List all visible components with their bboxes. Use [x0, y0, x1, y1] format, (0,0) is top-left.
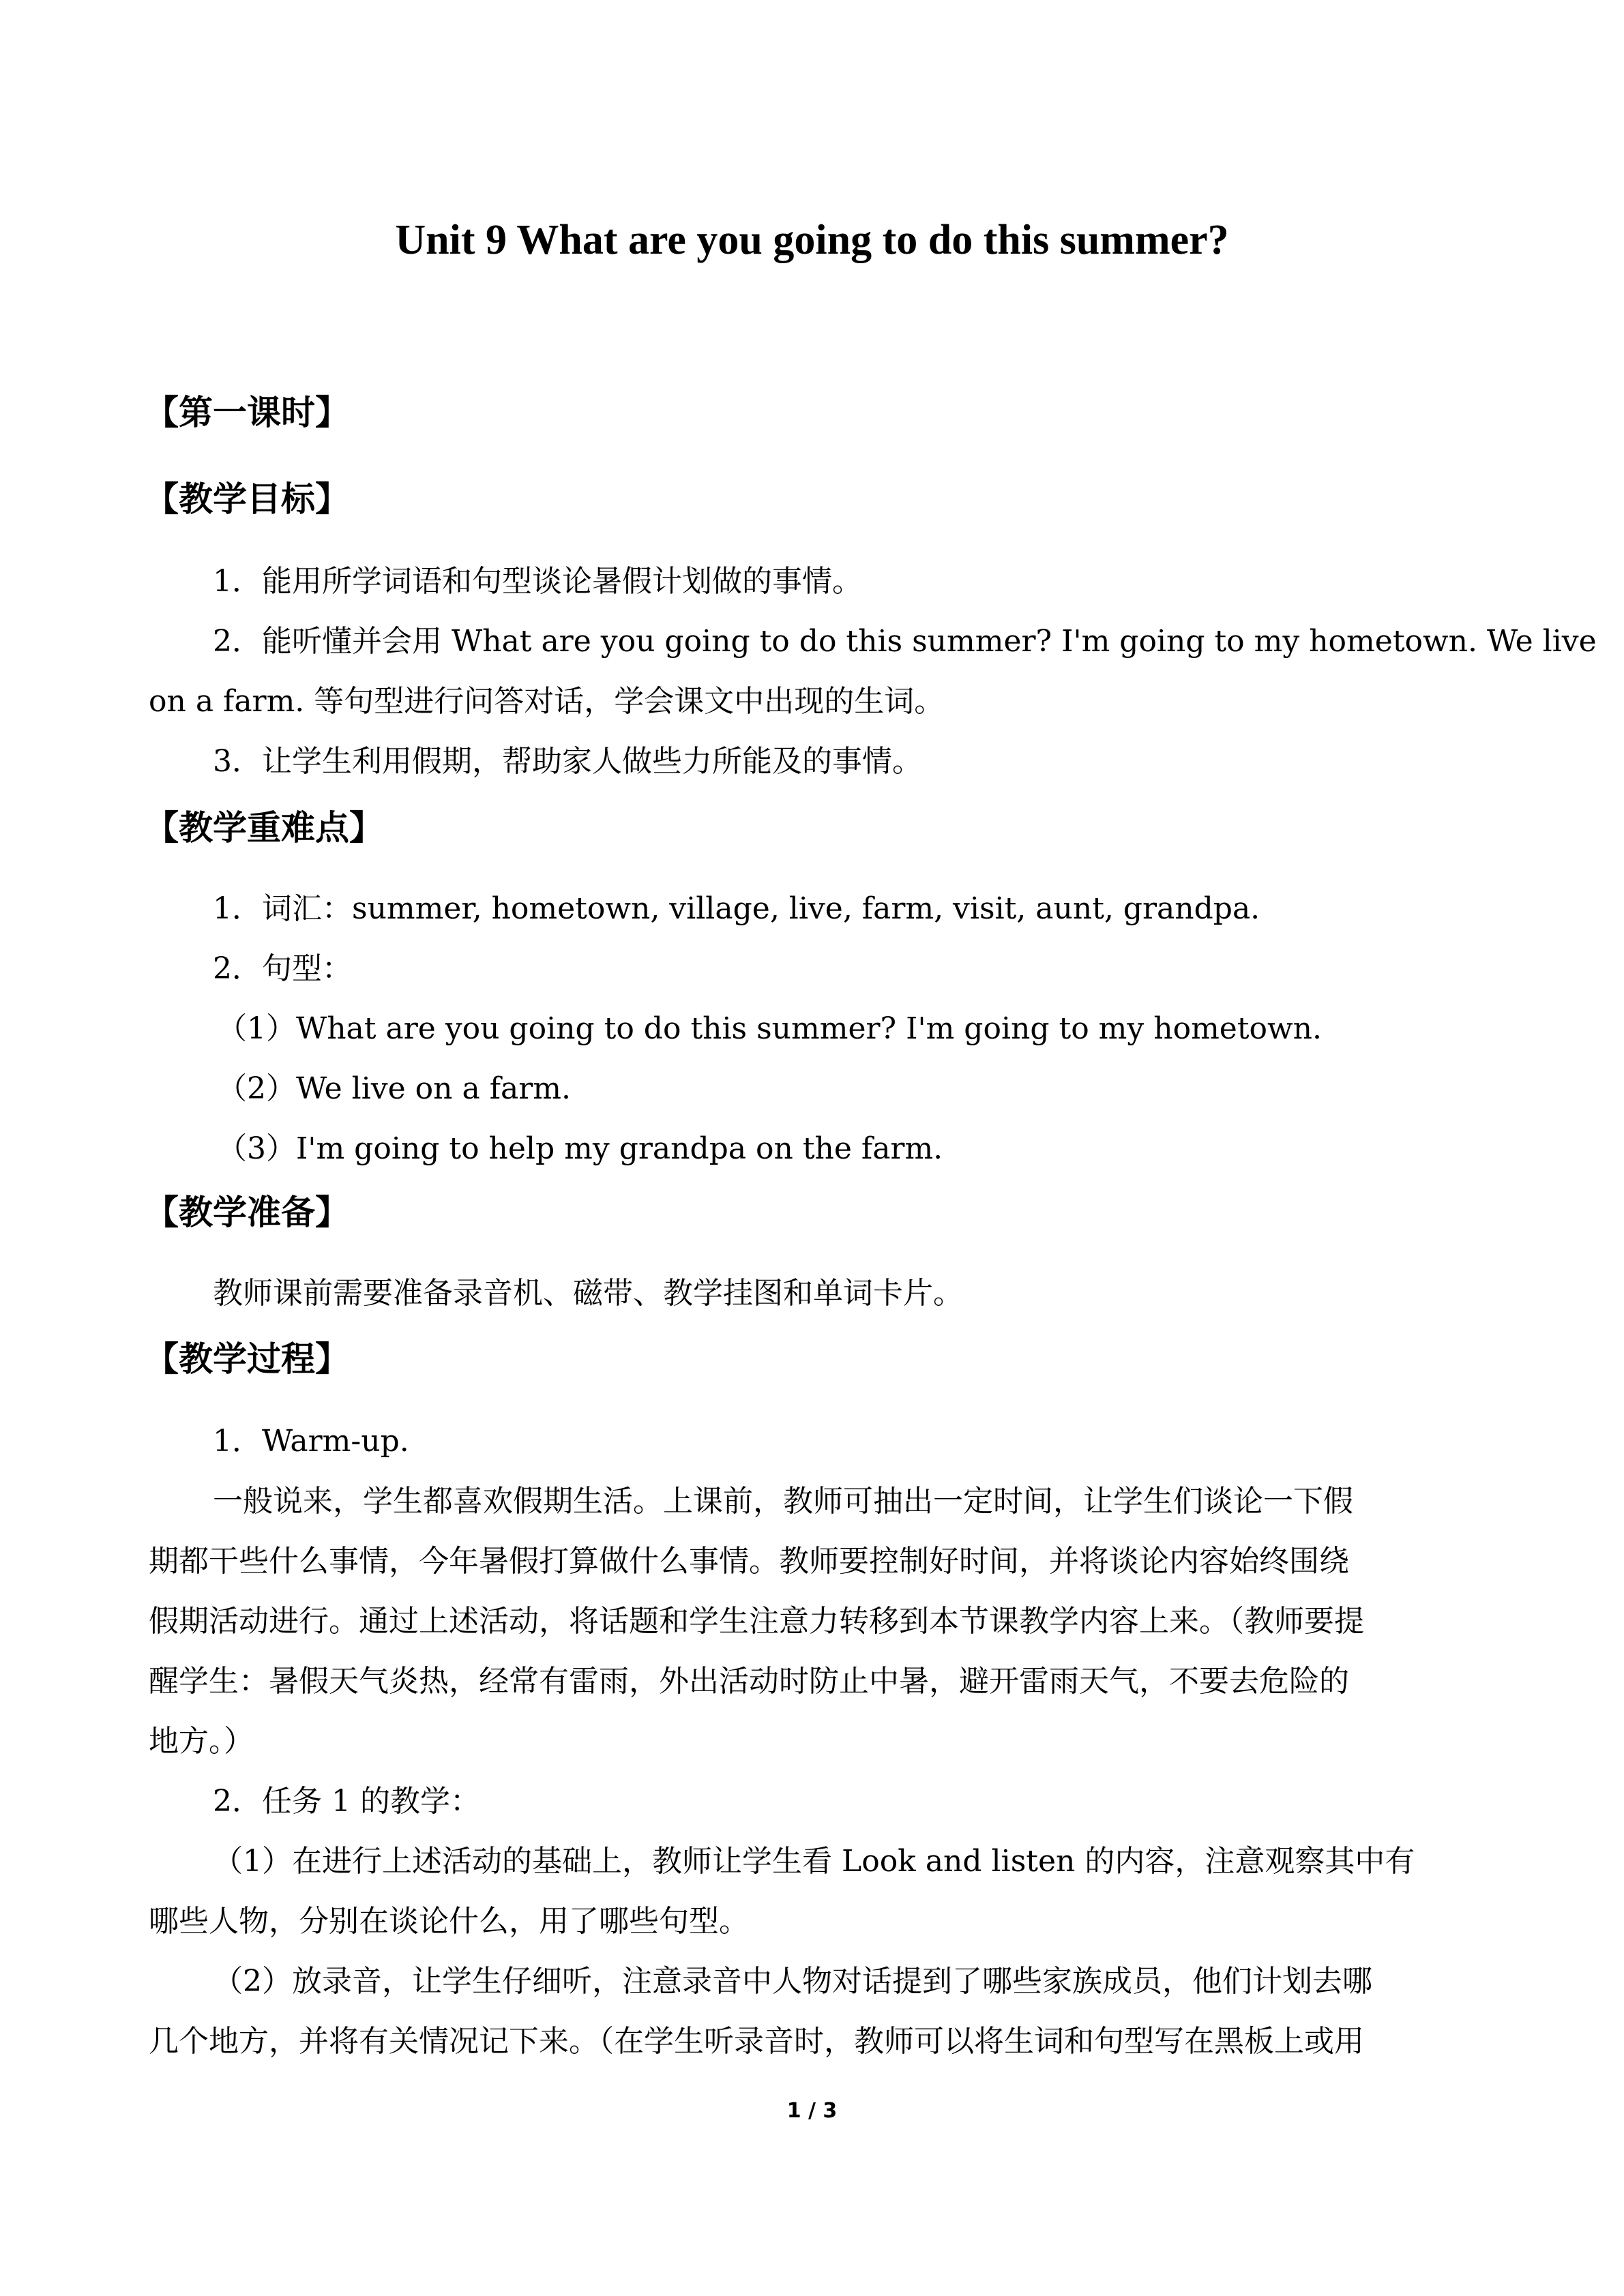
- process-line: 假期活动进行。通过上述活动，将话题和学生注意力转移到本节课教学内容上来。（教师要提: [149, 1604, 1364, 1639]
- objective-line: 1．能用所学词语和句型谈论暑假计划做的事情。: [213, 564, 862, 599]
- objective-line: 3．让学生利用假期，帮助家人做些力所能及的事情。: [213, 744, 922, 779]
- process-line: 一般说来，学生都喜欢假期生活。上课前，教师可抽出一定时间，让学生们谈论一下假: [213, 1484, 1353, 1519]
- process-heading: 【教学过程】: [145, 1339, 349, 1379]
- process-line: 2．任务 1 的教学：: [213, 1784, 480, 1819]
- page-number: 1 / 3: [786, 2099, 838, 2123]
- process-line: 几个地方，并将有关情况记下来。（在学生听录音时，教师可以将生词和句型写在黑板上或用: [149, 2024, 1364, 2059]
- process-line: 期都干些什么事情，今年暑假打算做什么事情。教师要控制好时间，并将谈论内容始终围绕: [149, 1544, 1349, 1579]
- process-line: 醒学生：暑假天气炎热，经常有雷雨，外出活动时防止中暑，避开雷雨天气，不要去危险的: [149, 1664, 1349, 1699]
- process-line: 1．Warm-up.: [213, 1424, 409, 1459]
- process-line: （1）在进行上述活动的基础上，教师让学生看 Look and listen 的内容，注意观察其中有: [213, 1844, 1415, 1879]
- lesson-heading: 【第一课时】: [145, 393, 349, 432]
- process-line: 地方。）: [149, 1724, 254, 1759]
- document-title: Unit 9 What are you going to do this summer?: [395, 217, 1229, 263]
- key-point-line: （3）I'm going to help my grandpa on the farm.: [217, 1131, 943, 1166]
- key-point-line: 1．词汇：summer, hometown, village, live, farm, visit, aunt, grandpa.: [213, 891, 1260, 926]
- key-point-line: （2）We live on a farm.: [217, 1071, 571, 1106]
- objective-line: 2．能听懂并会用 What are you going to do this summer? I'm going to my hometown. We live: [213, 624, 1597, 659]
- process-line: 哪些人物，分别在谈论什么，用了哪些句型。: [149, 1904, 749, 1939]
- process-line: （2）放录音，让学生仔细听，注意录音中人物对话提到了哪些家族成员，他们计划去哪: [213, 1964, 1372, 1999]
- key-point-line: 2．句型：: [213, 951, 352, 986]
- key-points-heading: 【教学重难点】: [145, 808, 383, 848]
- objective-line: on a farm. 等句型进行问答对话，学会课文中出现的生词。: [149, 684, 945, 719]
- preparation-heading: 【教学准备】: [145, 1193, 349, 1232]
- key-point-line: （1）What are you going to do this summer? I'm going to my hometown.: [217, 1011, 1322, 1046]
- preparation-line: 教师课前需要准备录音机、磁带、教学挂图和单词卡片。: [213, 1276, 963, 1311]
- objectives-heading: 【教学目标】: [145, 479, 349, 519]
